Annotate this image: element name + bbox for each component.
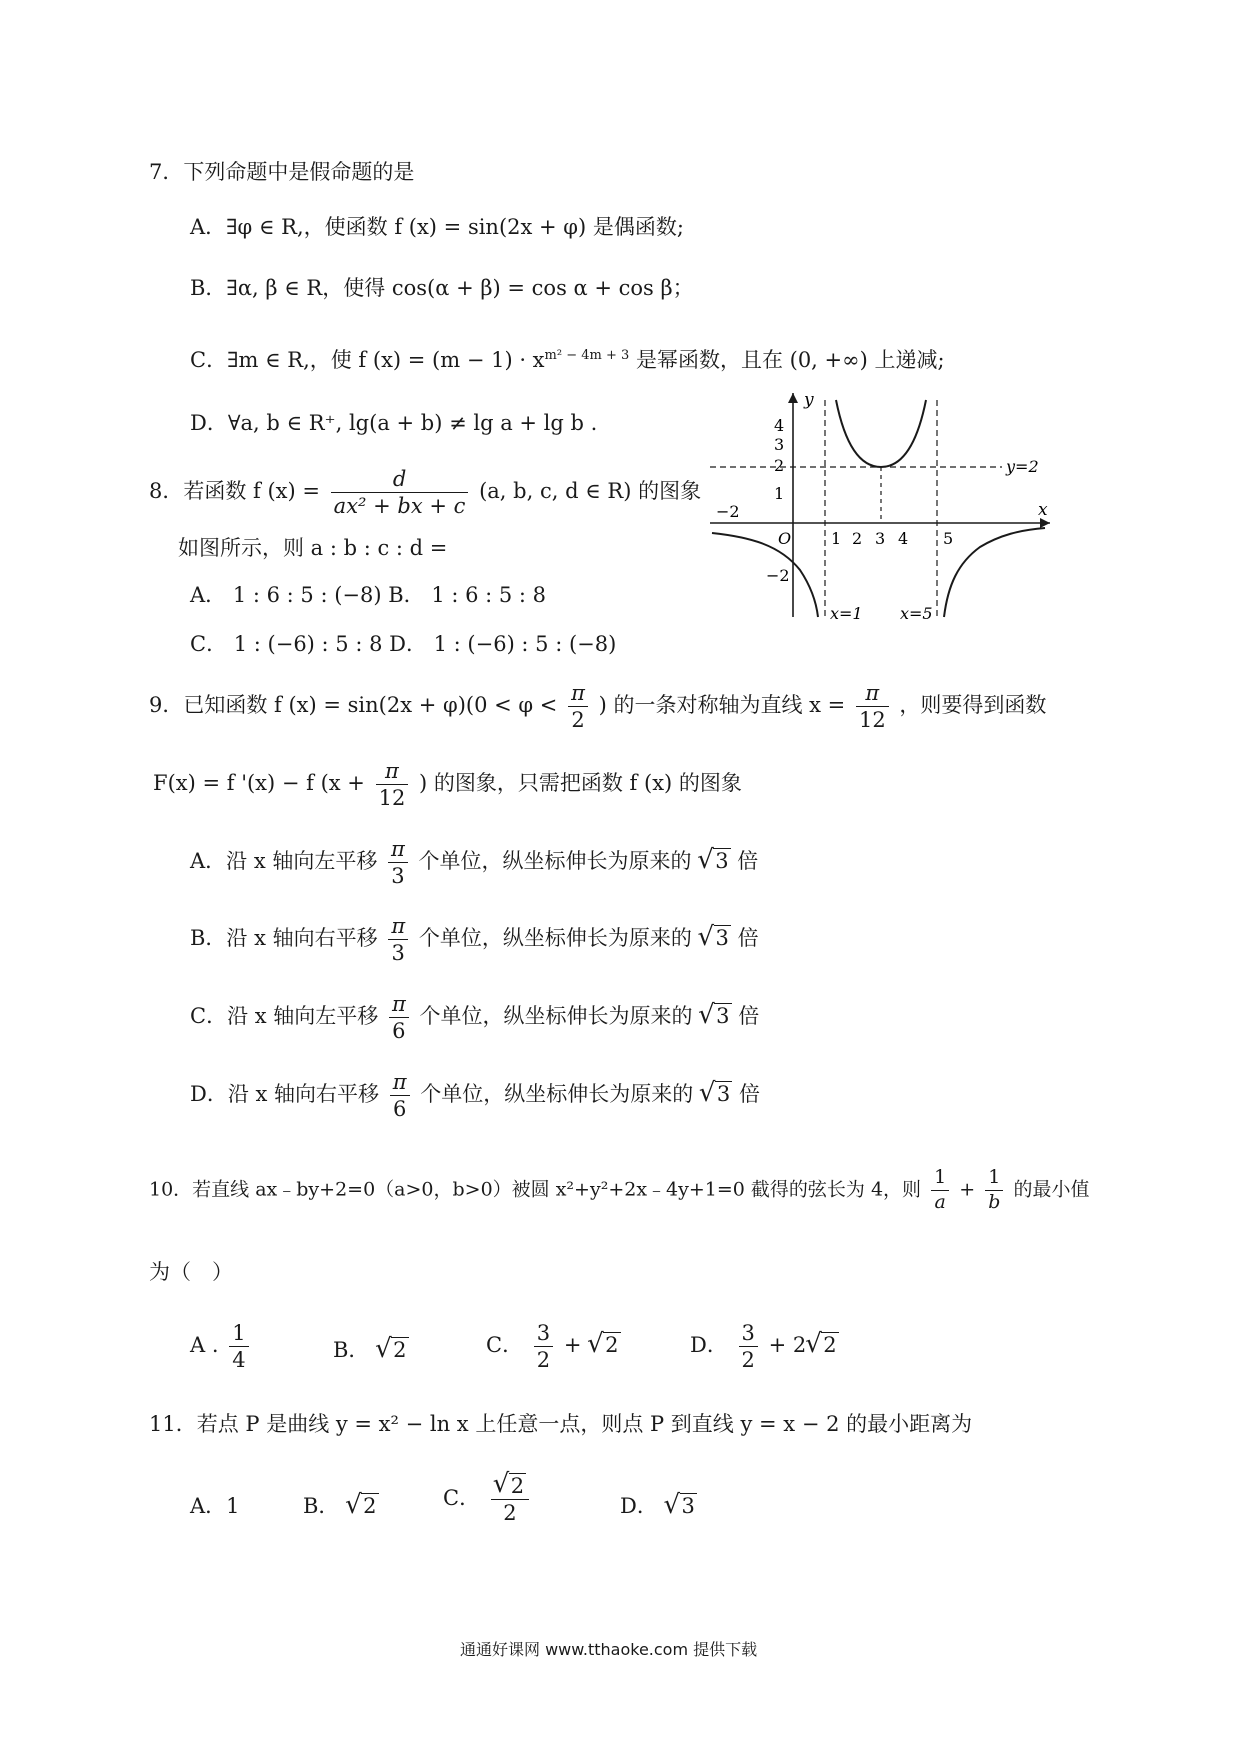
q11-option-c-root: 2 (510, 1474, 525, 1498)
q9-fraction-2-num: π (856, 682, 889, 707)
q8-stem-tail: (a, b, c, d ∈ R) 的图象 (479, 479, 702, 504)
q10-fraction-1-den: a (934, 1190, 946, 1213)
x-tick-3: 3 (875, 529, 886, 548)
y-tick-2: 2 (774, 456, 785, 475)
q9-option-c-tail: 个单位，纵坐标伸长为原来的 (419, 1004, 693, 1029)
q10-stem-tail: 的最小值 (1013, 1178, 1090, 1201)
q7-option-c (190, 348, 945, 373)
q11-option-b (303, 1494, 379, 1519)
q9-option-b-fraction (388, 915, 408, 964)
q9-fraction-1-num: π (568, 682, 588, 707)
q10-option-a-num: 1 (229, 1322, 248, 1347)
q10-option-d-label: D． (690, 1333, 728, 1358)
q8-stem-text: 8．若函数 f (x) = (149, 479, 320, 504)
q10-option-c (486, 1322, 621, 1371)
q9-line2-tail: ) 的图象，只需把函数 f (x) 的图象 (419, 771, 742, 796)
q11-option-c-fraction (491, 1475, 529, 1524)
q10-fraction-2-num: 1 (985, 1168, 1003, 1191)
q11-option-b-sqrt (346, 1494, 378, 1519)
q10-option-d-fraction (739, 1322, 758, 1371)
q9-option-c-label: C．沿 x 轴向左平移 (190, 1004, 379, 1029)
q7-option-c-exponent: m² − 4m + 3 (544, 348, 630, 363)
asymptote-y2-label: y=2 (1006, 457, 1039, 476)
y-tick-neg2: −2 (766, 566, 790, 585)
q11-option-d-root: 3 (681, 1494, 695, 1518)
q11-option-c-num (491, 1475, 529, 1500)
q11-option-d-sqrt (665, 1494, 697, 1519)
y-tick-1: 1 (774, 484, 785, 503)
q11-option-a: A．1 (190, 1494, 240, 1518)
q11-option-d-label: D． (620, 1494, 658, 1518)
right-branch (944, 528, 1045, 617)
q9-fraction-3-num: π (376, 760, 409, 785)
q9-option-d-num: π (390, 1071, 410, 1096)
q9-option-b-end: 倍 (737, 926, 759, 951)
q9-option-d-root: 3 (716, 1082, 731, 1107)
q11-option-d (620, 1494, 697, 1519)
q10-option-d-num: 3 (739, 1322, 758, 1347)
q8-stem-line2: 如图所示，则 a : b : c : d = (178, 536, 448, 560)
q7-option-b: B．∃α, β ∈ R，使得 cos(α + β) = cos α + cos β； (190, 276, 694, 300)
q9-option-c-end: 倍 (738, 1004, 760, 1029)
q9-option-a-num: π (388, 838, 408, 863)
q9-option-b-num: π (388, 915, 408, 940)
q8-fraction (331, 468, 469, 517)
q11-option-b-root: 2 (363, 1494, 377, 1518)
asymptote-x5-label: x=5 (900, 604, 933, 623)
q9-option-d-label: D．沿 x 轴向右平移 (190, 1082, 380, 1107)
x-tick-4: 4 (898, 529, 909, 548)
q9-option-b-den: 3 (391, 941, 405, 966)
q10-option-c-label: C． (486, 1333, 524, 1358)
q11-option-c-den: 2 (503, 1501, 517, 1526)
q9-option-b (190, 915, 759, 964)
q9-option-a-label: A．沿 x 轴向左平移 (190, 849, 378, 874)
q9-option-d (190, 1071, 760, 1120)
q9-option-d-tail: 个单位，纵坐标伸长为原来的 (420, 1082, 694, 1107)
q9-option-b-sqrt (699, 926, 731, 951)
q10-plus: + (959, 1178, 976, 1201)
footer-source: 通通好课网 www.tthaoke.com 提供下载 (460, 1640, 758, 1659)
q9-option-c-fraction (389, 993, 409, 1042)
q9-option-d-sqrt (700, 1082, 732, 1107)
q10-fraction-1-num: 1 (931, 1168, 949, 1191)
q7-option-d: D．∀a, b ∈ R⁺, lg(a + b) ≠ lg a + lg b . (190, 411, 598, 435)
q11-stem: 11．若点 P 是曲线 y = x² − ln x 上任意一点，则点 P 到直线 y = x − 2 的最小距离为 (149, 1412, 973, 1436)
q8-function-graph (700, 385, 1060, 625)
q10-line2: 为（ ） (149, 1260, 233, 1284)
q10-option-d-den: 2 (741, 1348, 755, 1373)
q9-fraction-1-den: 2 (571, 708, 585, 733)
q9-option-c (190, 993, 759, 1042)
q11-option-c-sqrt (494, 1475, 526, 1497)
q8-stem (149, 468, 701, 517)
middle-branch (836, 400, 926, 467)
q10-option-c-root: 2 (605, 1333, 619, 1358)
q9-stem (149, 682, 1046, 731)
q11-option-b-label: B． (303, 1494, 340, 1518)
q9-option-d-fraction (390, 1071, 410, 1120)
q9-option-b-label: B．沿 x 轴向右平移 (190, 926, 378, 951)
q11-option-c (443, 1475, 533, 1524)
q10-option-d-sqrt (806, 1333, 838, 1358)
q10-option-c-num: 3 (534, 1322, 553, 1347)
x-tick-1: 1 (831, 529, 842, 548)
q9-stem-text: 9．已知函数 f (x) = sin(2x + φ)(0 < φ < (149, 693, 558, 718)
q10-option-a-den: 4 (232, 1348, 246, 1373)
q10-option-c-fraction (534, 1322, 553, 1371)
q10-option-c-plus: + (563, 1333, 582, 1358)
q10-option-a (190, 1322, 253, 1371)
q7-option-c-tail: 是幂函数，且在 (0, +∞) 上递减; (635, 348, 945, 372)
q10-option-b-root: 2 (393, 1338, 407, 1362)
y-tick-3: 3 (774, 435, 785, 454)
q10-option-c-den: 2 (536, 1348, 551, 1373)
q8-fraction-num: d (331, 468, 469, 493)
q9-stem-tail: ，则要得到函数 (899, 693, 1047, 718)
q8-options-cd: C． 1 : (−6) : 5 : 8 D． 1 : (−6) : 5 : (−8) (190, 632, 617, 656)
q10-fraction-1 (931, 1168, 949, 1213)
q10-stem (149, 1168, 1089, 1213)
q7-option-c-text: C．∃m ∈ R,，使 f (x) = (m − 1) · x (190, 348, 545, 372)
q10-option-a-label: A . (190, 1333, 219, 1358)
q9-fraction-2 (856, 682, 889, 731)
q10-option-b-label: B． (333, 1338, 370, 1362)
x-tick-2: 2 (852, 529, 863, 548)
x-tick-5: 5 (943, 529, 954, 548)
y-axis-label: y (804, 390, 814, 410)
q10-option-b (333, 1338, 409, 1363)
q9-line2-text: F(x) = f '(x) − f (x + (153, 771, 365, 796)
q9-option-a-sqrt (698, 849, 730, 874)
asymptote-x1-label: x=1 (830, 604, 863, 623)
x-tick-neg2: −2 (716, 502, 740, 521)
q8-fraction-den: ax² + bx + c (333, 494, 466, 519)
q10-option-d-plus: + 2 (768, 1333, 807, 1358)
q9-option-a-den: 3 (391, 864, 405, 889)
q9-option-a-tail: 个单位，纵坐标伸长为原来的 (418, 849, 692, 874)
q8-options-ab: A． 1 : 6 : 5 : (−8) B． 1 : 6 : 5 : 8 (190, 583, 547, 607)
y-tick-4: 4 (774, 416, 785, 435)
y-axis-arrow (788, 393, 798, 403)
q9-fraction-3 (376, 760, 409, 809)
left-branch (712, 533, 818, 617)
q9-option-a (190, 838, 758, 887)
q9-fraction-3-den: 12 (378, 786, 406, 811)
q7-stem: 7．下列命题中是假命题的是 (149, 160, 415, 184)
q10-fraction-2-den: b (988, 1190, 1001, 1213)
q10-option-c-sqrt (588, 1333, 620, 1358)
q9-option-b-tail: 个单位，纵坐标伸长为原来的 (418, 926, 692, 951)
q9-option-b-root: 3 (715, 926, 729, 951)
q7-option-a: A．∃φ ∈ R,，使函数 f (x) = sin(2x + φ) 是偶函数; (190, 215, 684, 239)
q9-option-d-den: 6 (392, 1097, 407, 1122)
q9-stem-mid: ) 的一条对称轴为直线 x = (598, 693, 846, 718)
q9-option-a-root: 3 (715, 849, 729, 874)
q9-option-c-num: π (389, 993, 409, 1018)
q9-option-c-den: 6 (392, 1019, 406, 1044)
q9-option-d-end: 倍 (738, 1082, 760, 1107)
q10-option-a-fraction (229, 1322, 248, 1371)
q9-line2 (153, 760, 742, 809)
q9-option-c-root: 3 (716, 1004, 730, 1029)
q10-option-d-root: 2 (823, 1333, 837, 1358)
origin-label: O (778, 529, 792, 548)
q10-option-d (690, 1322, 839, 1371)
q9-option-c-sqrt (699, 1004, 731, 1029)
q9-option-a-end: 倍 (737, 849, 759, 874)
q11-option-c-label: C． (443, 1486, 481, 1511)
q10-option-b-sqrt (376, 1338, 408, 1363)
q9-fraction-1 (568, 682, 588, 731)
q9-option-a-fraction (388, 838, 408, 887)
q9-fraction-2-den: 12 (858, 708, 886, 733)
q10-stem-text: 10．若直线 ax﹣by+2=0（a>0，b>0）被圆 x²+y²+2x﹣4y+1=0 截得的弦长为 4，则 (149, 1178, 922, 1201)
q10-fraction-2 (985, 1168, 1003, 1213)
x-axis-label: x (1038, 500, 1048, 520)
